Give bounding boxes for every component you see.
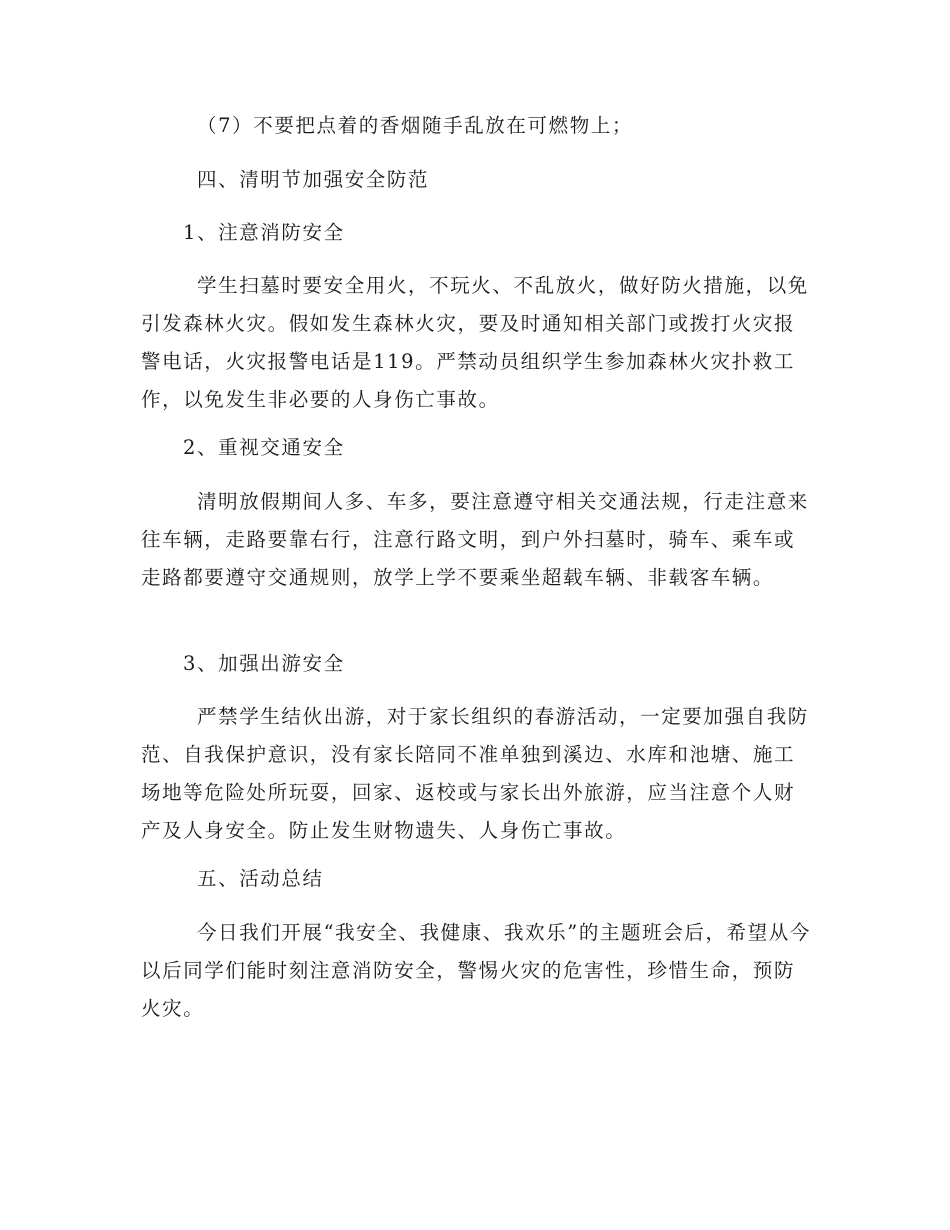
subheading-traffic-safety: 2、重视交通安全 (183, 436, 345, 459)
paragraph-summary: 今日我们开展“我安全、我健康、我欢乐”的主题班会后，希望从今以后同学们能时刻注意消防安全，警惕火灾的危害性，珍惜生命，预防火灾。 (141, 921, 811, 1020)
paragraph-traffic-safety: 清明放假期间人多、车多，要注意遵守相关交通法规，行走注意来往车辆，走路要靠右行，注意行路文明，到户外扫墓时，骑车、乘车或走路都要遵守交通规则，放学上学不要乘坐超载车辆、非载客车辆。 (141, 490, 809, 589)
subheading-travel-safety: 3、加强出游安全 (183, 652, 345, 675)
paragraph-fire-safety: 学生扫墓时要安全用火，不玩火、不乱放火，做好防火措施，以免引发森林火灾。假如发生森林火灾，要及时通知相关部门或拨打火灾报警电话，火灾报警电话是119。严禁动员组织学生参加森林火灾扑救工作，以免发生非必要的人身伤亡事故。 (141, 274, 809, 411)
paragraph-travel-safety: 严禁学生结伙出游，对于家长组织的春游活动，一定要加强自我防范、自我保护意识，没有家长陪同不准单独到溪边、水库和池塘、施工场地等危险处所玩耍，回家、返校或与家长出外旅游，应当注意个人财产及人身安全。防止发生财物遗失、人身伤亡事故。 (141, 705, 809, 842)
section-heading-4: 四、清明节加强安全防范 (197, 168, 430, 191)
list-item-7: （7）不要把点着的香烟随手乱放在可燃物上； (197, 114, 634, 137)
section-heading-5: 五、活动总结 (197, 867, 324, 890)
subheading-fire-safety: 1、注意消防安全 (183, 221, 345, 244)
